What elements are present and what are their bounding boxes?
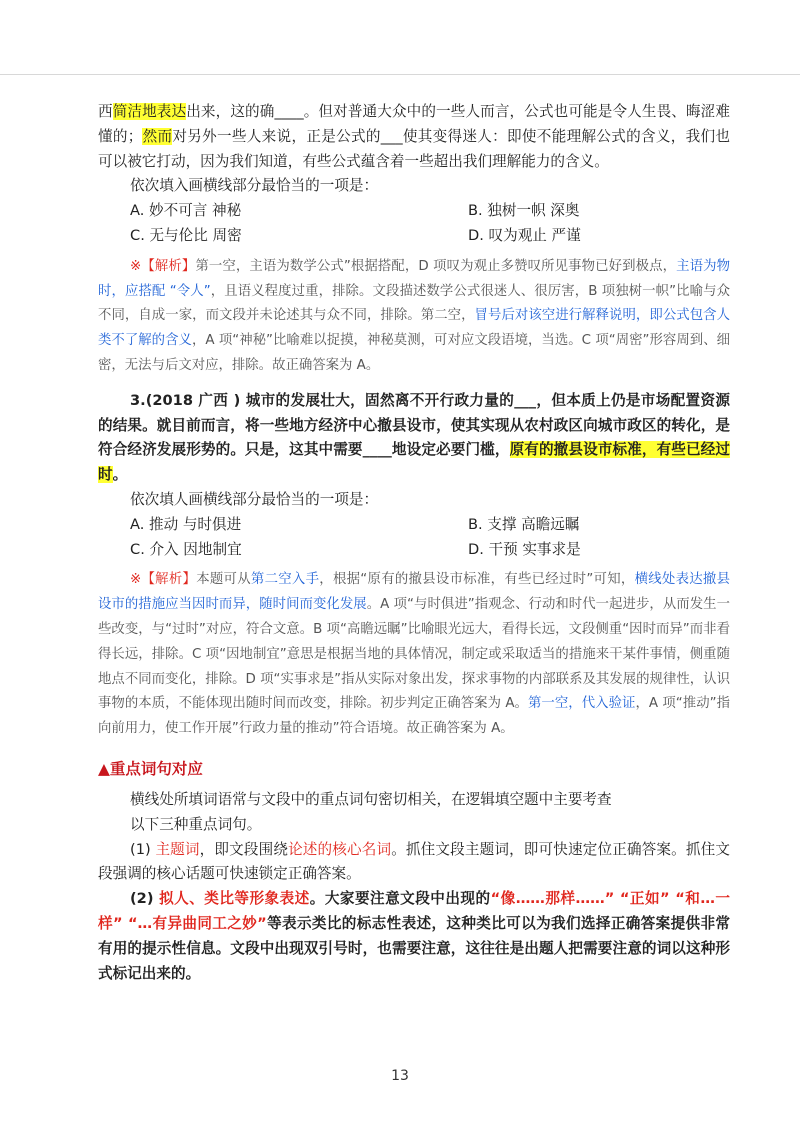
section-heading	[98, 756, 730, 782]
question-text: 。	[112, 466, 128, 484]
page-content	[98, 100, 730, 986]
triangle-icon: ▲	[98, 759, 110, 778]
analysis-keypoint: 横线处表达撤县设市的措施应当因时而异，随时间而变化发展	[98, 572, 730, 613]
question-text: 地设定必要门槛，	[391, 441, 510, 459]
option-a: A. 妙不可言 神秘	[130, 202, 242, 220]
section-title: 重点词句对应	[109, 759, 203, 778]
option-b: B. 支撑 高瞻远瞩	[468, 515, 580, 533]
analysis-1	[98, 255, 730, 379]
analysis-label: ※【解析】	[130, 258, 196, 274]
highlighted-phrase: 然而	[142, 127, 173, 145]
point-term: “像……那样……” “正如” “和…一样” “…有异曲同工之妙”	[98, 890, 730, 932]
point-term: 论述的核心名词	[288, 840, 392, 858]
analysis-keypoint: 第一空，代入验证	[527, 696, 636, 712]
point-1	[98, 838, 730, 888]
point-number: (1)	[130, 840, 156, 858]
question-prompt: 依次填人画横线部分最恰当的一项是：	[130, 490, 379, 508]
option-a: A. 推动 与时俱进	[130, 515, 242, 533]
point-text: ，即文段围绕	[199, 840, 289, 858]
analysis-text: ，A 项“神秘”比喻难以捉摸，神秘莫测，可对应文段语境，当选。C 项“周密”形容周到、细密，无法与后文对应，排除。故正确答案为 A。	[98, 333, 730, 373]
analysis-text: ，A 项“推动”指向前用力，使工作开展”行政力量的推动”符合语境。故正确答案为 A。	[98, 696, 731, 737]
point-2	[98, 887, 730, 986]
passage-text: 。但对普通大众中的一些人而言，公式也可能是令人生畏、晦涩难懂的；	[98, 103, 730, 145]
intro-line-1: 横线处所填词语常与文段中的重点词句密切相关，在逻辑填空题中主要考查	[130, 790, 612, 808]
page-number: 13	[391, 1068, 409, 1084]
analysis-text: ，根据“原有的撤县设市标准，有些已经过时”可知，	[319, 572, 635, 588]
analysis-text: ，且语义程度过重，排除。文段描述数学公式很迷人、很厉害，B 项独树一帜”比喻与众不同，自成一家，而文段并未论述其与众不同，排除。第二空，	[98, 283, 730, 324]
passage-text: 对另外一些人来说，正是公式的	[172, 127, 381, 145]
point-text: 。抓住文段主题词，即可快速定位正确答案。抓住文段强调的核心话题可快速锁定正确答案。	[98, 840, 730, 883]
point-text: 。大家要注意文段中出现的	[309, 890, 491, 908]
question-prompt: 依次填入画横线部分最恰当的一项是：	[130, 177, 379, 195]
options-grid	[98, 513, 730, 563]
passage-text: 使其变得迷人：即使不能理解公式的含义，我们也可以被它打动，因为我们知道，有些公式蕴含着一些超出我们理解能力的含义。	[98, 127, 730, 170]
analysis-keypoint: 冒号后对该空进行解释说明，即公式包含人类不了解的含义	[98, 308, 731, 349]
point-term: 拟人、类比等形象表述	[159, 890, 310, 908]
analysis-keypoint: 主语为物时，应搭配 “令人”	[98, 258, 730, 299]
analysis-text: 。A 项“与时俱进”指观念、行动和时代一起进步，从而发生一些改变，与“过时”对应，符合文意。B 项“高瞻远瞩”比喻眼光远大，看得长远，文段侧重“因时而异”而非看得长远，排除。C 项“因地制宜”意思是根据当地的具体情况，制定或采取适当的措施来干某件事情，侧重随地点不同而变化，排除。D 项“实事求是”指从实际对象出发，探求事物的内部联系及其发展的规律性，认识事物的本质，不能体现出随时间而改变，排除。初步判定正确答案为 A。	[98, 597, 730, 712]
fill-blank-2: ____	[362, 441, 392, 459]
intro-line-2: 以下三种重点词句。	[130, 815, 262, 833]
point-number: (2)	[130, 890, 160, 908]
analysis-label: ※【解析】	[130, 572, 197, 588]
header-rule	[0, 74, 800, 75]
analysis-3	[98, 568, 730, 742]
fill-blank-1: ____	[274, 103, 304, 120]
option-c: C. 无与伦比 周密	[130, 226, 242, 244]
analysis-keypoint: 第二空入手	[250, 572, 320, 588]
option-c: C. 介入 因地制宜	[130, 540, 242, 558]
option-b: B. 独树一帜 深奥	[468, 202, 580, 220]
passage-1	[98, 100, 730, 174]
options-grid	[98, 199, 730, 249]
option-d: D. 叹为观止 严谨	[468, 226, 581, 244]
question-3	[98, 389, 730, 488]
point-term: 主题词	[155, 840, 200, 858]
option-d: D. 干预 实事求是	[468, 540, 581, 558]
fill-blank-2: ___	[380, 127, 403, 145]
question-text: ，但本质上仍是市场配置资源的结果。就目前而言，将一些地方经济中心撤县设市，使其实现从农村政区向城市政区的转化，是符合经济发展形势的。只是，这其中需要	[98, 391, 730, 459]
analysis-text: 本题可从	[196, 572, 251, 588]
question-text: 3.(2018 广西 ) 城市的发展壮大，固然离不开行政力量的	[130, 391, 515, 409]
highlighted-phrase: 原有的撤县设市标准，有些已经过时	[98, 441, 730, 484]
passage-text: 出来，这的确	[186, 103, 275, 120]
passage-text: 西	[98, 103, 113, 120]
point-text: 等表示类比的标志性表述，这种类比可以为我们选择正确答案提供非常有用的提示性信息。文段中出现双引号时，也需要注意，这往往是出题人把需要注意的词以这种形式标记出来的。	[98, 914, 730, 982]
highlighted-phrase: 简洁地表达	[112, 103, 187, 120]
analysis-text: 第一空，主语为数学公式”根据搭配，D 项叹为观止多赞叹所见事物已好到极点，	[195, 258, 677, 274]
fill-blank-1: ___	[514, 391, 537, 409]
